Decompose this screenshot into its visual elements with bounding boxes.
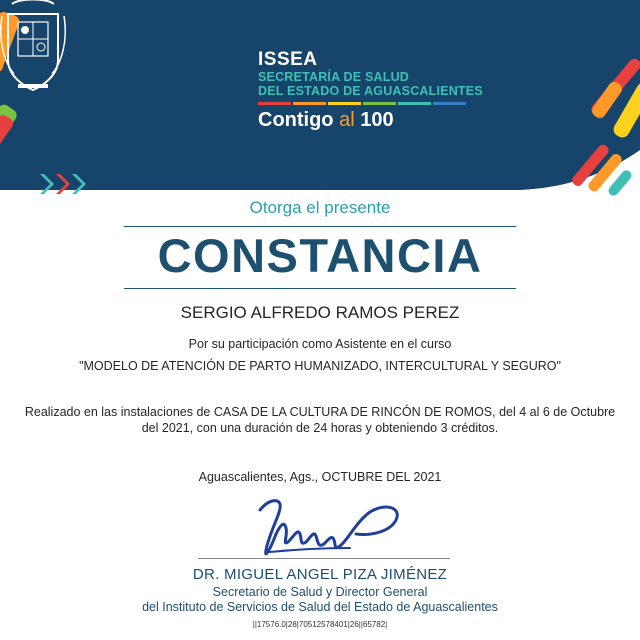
header-band <box>0 0 640 200</box>
details-line-1: Realizado en las instalaciones de CASA DE LA CULTURA DE RINCÓN DE ROMOS, del 4 al 6 de Octubre <box>24 405 616 419</box>
brand-name: ISSEA <box>258 49 318 70</box>
certificate-title: CONSTANCIA <box>157 229 483 282</box>
state-seal-logo <box>0 0 66 96</box>
brand-color-bar <box>258 102 468 105</box>
signatory-role-2: del Instituto de Servicios de Salud del Estado de Aguascalientes <box>142 600 498 614</box>
brand-line-2: DEL ESTADO DE AGUASCALIENTES <box>258 84 483 98</box>
brand-block <box>258 50 488 132</box>
slogan-part-2: go <box>309 109 334 131</box>
intro-text: Otorga el presente <box>249 198 391 217</box>
verification-code: ||17576.0|28|70512578401|26||65782| <box>252 620 388 629</box>
signature-line <box>198 558 450 559</box>
course-name: "MODELO DE ATENCIÓN DE PARTO HUMANIZADO, INTERCULTURAL Y SEGURO" <box>79 359 561 373</box>
slogan-part-4: 100 <box>360 109 394 131</box>
details-line-2: del 2021, con una duración de 24 horas y obteniendo 3 créditos. <box>141 421 499 435</box>
title-rule-top <box>124 226 516 227</box>
brand-line-1: SECRETARÍA DE SALUD <box>258 70 410 84</box>
signatory-role-1: Secretario de Salud y Director General <box>212 585 428 599</box>
recipient-name: SERGIO ALFREDO RAMOS PEREZ <box>180 303 460 322</box>
participation-text: Por su participación como Asistente en el curso <box>188 337 452 351</box>
title-rule-bottom <box>124 288 516 289</box>
signatory-name: DR. MIGUEL ANGEL PIZA JIMÉNEZ <box>192 566 448 583</box>
slogan <box>258 108 488 132</box>
slogan-part-3: al <box>333 109 361 131</box>
place-date: Aguascalientes, Ags., OCTUBRE DEL 2021 <box>198 470 442 484</box>
slogan-part-1: Conti <box>258 109 310 131</box>
details-text <box>10 404 630 436</box>
